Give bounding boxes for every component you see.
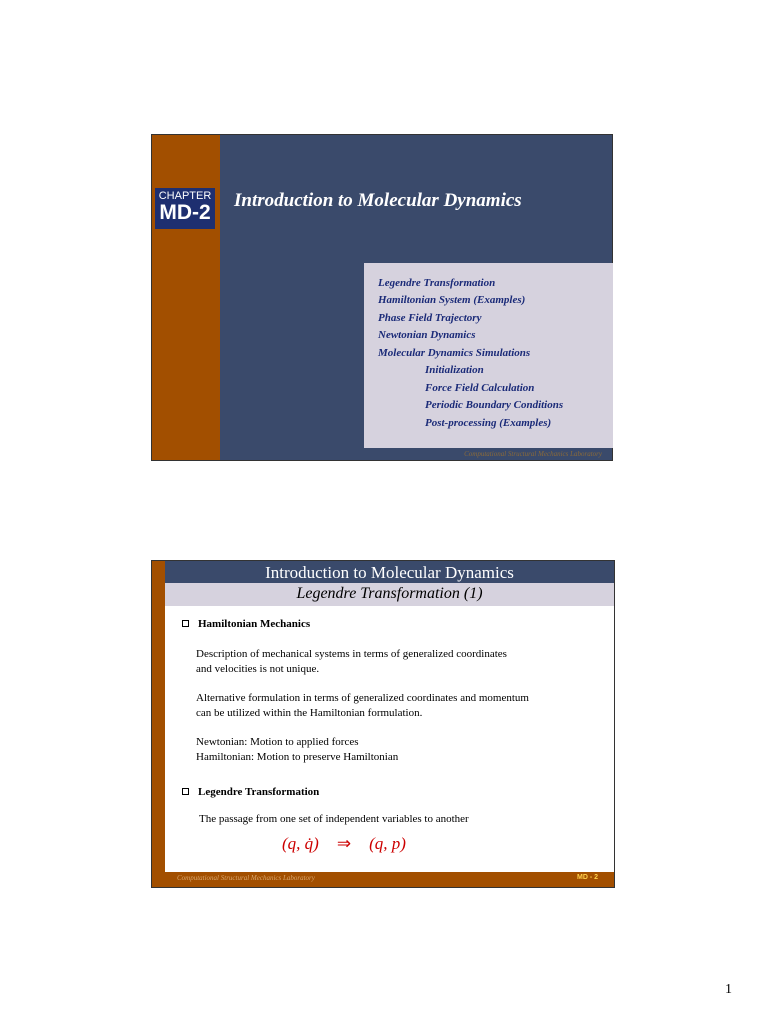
slide-page-code: MD - 2 <box>577 874 598 881</box>
slide-header: Introduction to Molecular Dynamics <box>165 561 614 583</box>
chapter-badge <box>155 188 215 229</box>
toc-item: Molecular Dynamics Simulations <box>378 347 531 359</box>
toc-item: Legendre Transformation <box>378 277 496 289</box>
slide-side-bar <box>152 135 220 460</box>
transformation-formula <box>282 834 406 854</box>
bullet-text: Legendre Transformation <box>198 786 320 798</box>
bullet-heading <box>182 618 310 630</box>
toc-item: Newtonian Dynamics <box>378 329 476 341</box>
toc-item: Hamiltonian System (Examples) <box>378 294 526 306</box>
toc-subitem: Post-processing (Examples) <box>425 417 552 429</box>
square-bullet-icon <box>182 620 189 627</box>
body-text: Description of mechanical systems in terms of generalized coordinates <box>196 648 507 660</box>
formula-left: (q, q̇) <box>282 834 319 853</box>
body-text: The passage from one set of independent variables to another <box>199 813 469 825</box>
table-of-contents <box>364 263 613 448</box>
slide-subheader: Legendre Transformation (1) <box>165 583 614 606</box>
body-text: Alternative formulation in terms of generalized coordinates and momentum <box>196 692 529 704</box>
bullet-heading <box>182 786 319 798</box>
toc-subitem: Initialization <box>425 364 484 376</box>
toc-item: Phase Field Trajectory <box>378 312 482 324</box>
body-text: can be utilized within the Hamiltonian formulation. <box>196 707 423 719</box>
slide-title: Introduction to Molecular Dynamics <box>234 190 522 211</box>
toc-subitem: Periodic Boundary Conditions <box>425 399 564 411</box>
body-text: Newtonian: Motion to applied forces <box>196 736 359 748</box>
body-text: Hamiltonian: Motion to preserve Hamiltonian <box>196 751 399 763</box>
formula-right: (q, p) <box>369 834 406 853</box>
chapter-code: MD-2 <box>159 201 211 224</box>
slide-footer: Computational Structural Mechanics Laboratory <box>464 450 602 458</box>
bullet-text: Hamiltonian Mechanics <box>198 618 311 630</box>
slide-body <box>165 606 614 872</box>
content-slide <box>151 560 615 888</box>
slide-footer-bar <box>165 872 614 887</box>
title-slide <box>151 134 613 461</box>
slide-footer: Computational Structural Mechanics Laboratory <box>177 874 315 882</box>
slide-side-bar <box>152 561 165 887</box>
chapter-label: CHAPTER <box>158 190 212 202</box>
implies-arrow-icon: ⇒ <box>336 834 352 853</box>
body-text: and velocities is not unique. <box>196 663 320 675</box>
page-number: 1 <box>725 982 732 997</box>
square-bullet-icon <box>182 788 189 795</box>
toc-subitem: Force Field Calculation <box>425 382 535 394</box>
